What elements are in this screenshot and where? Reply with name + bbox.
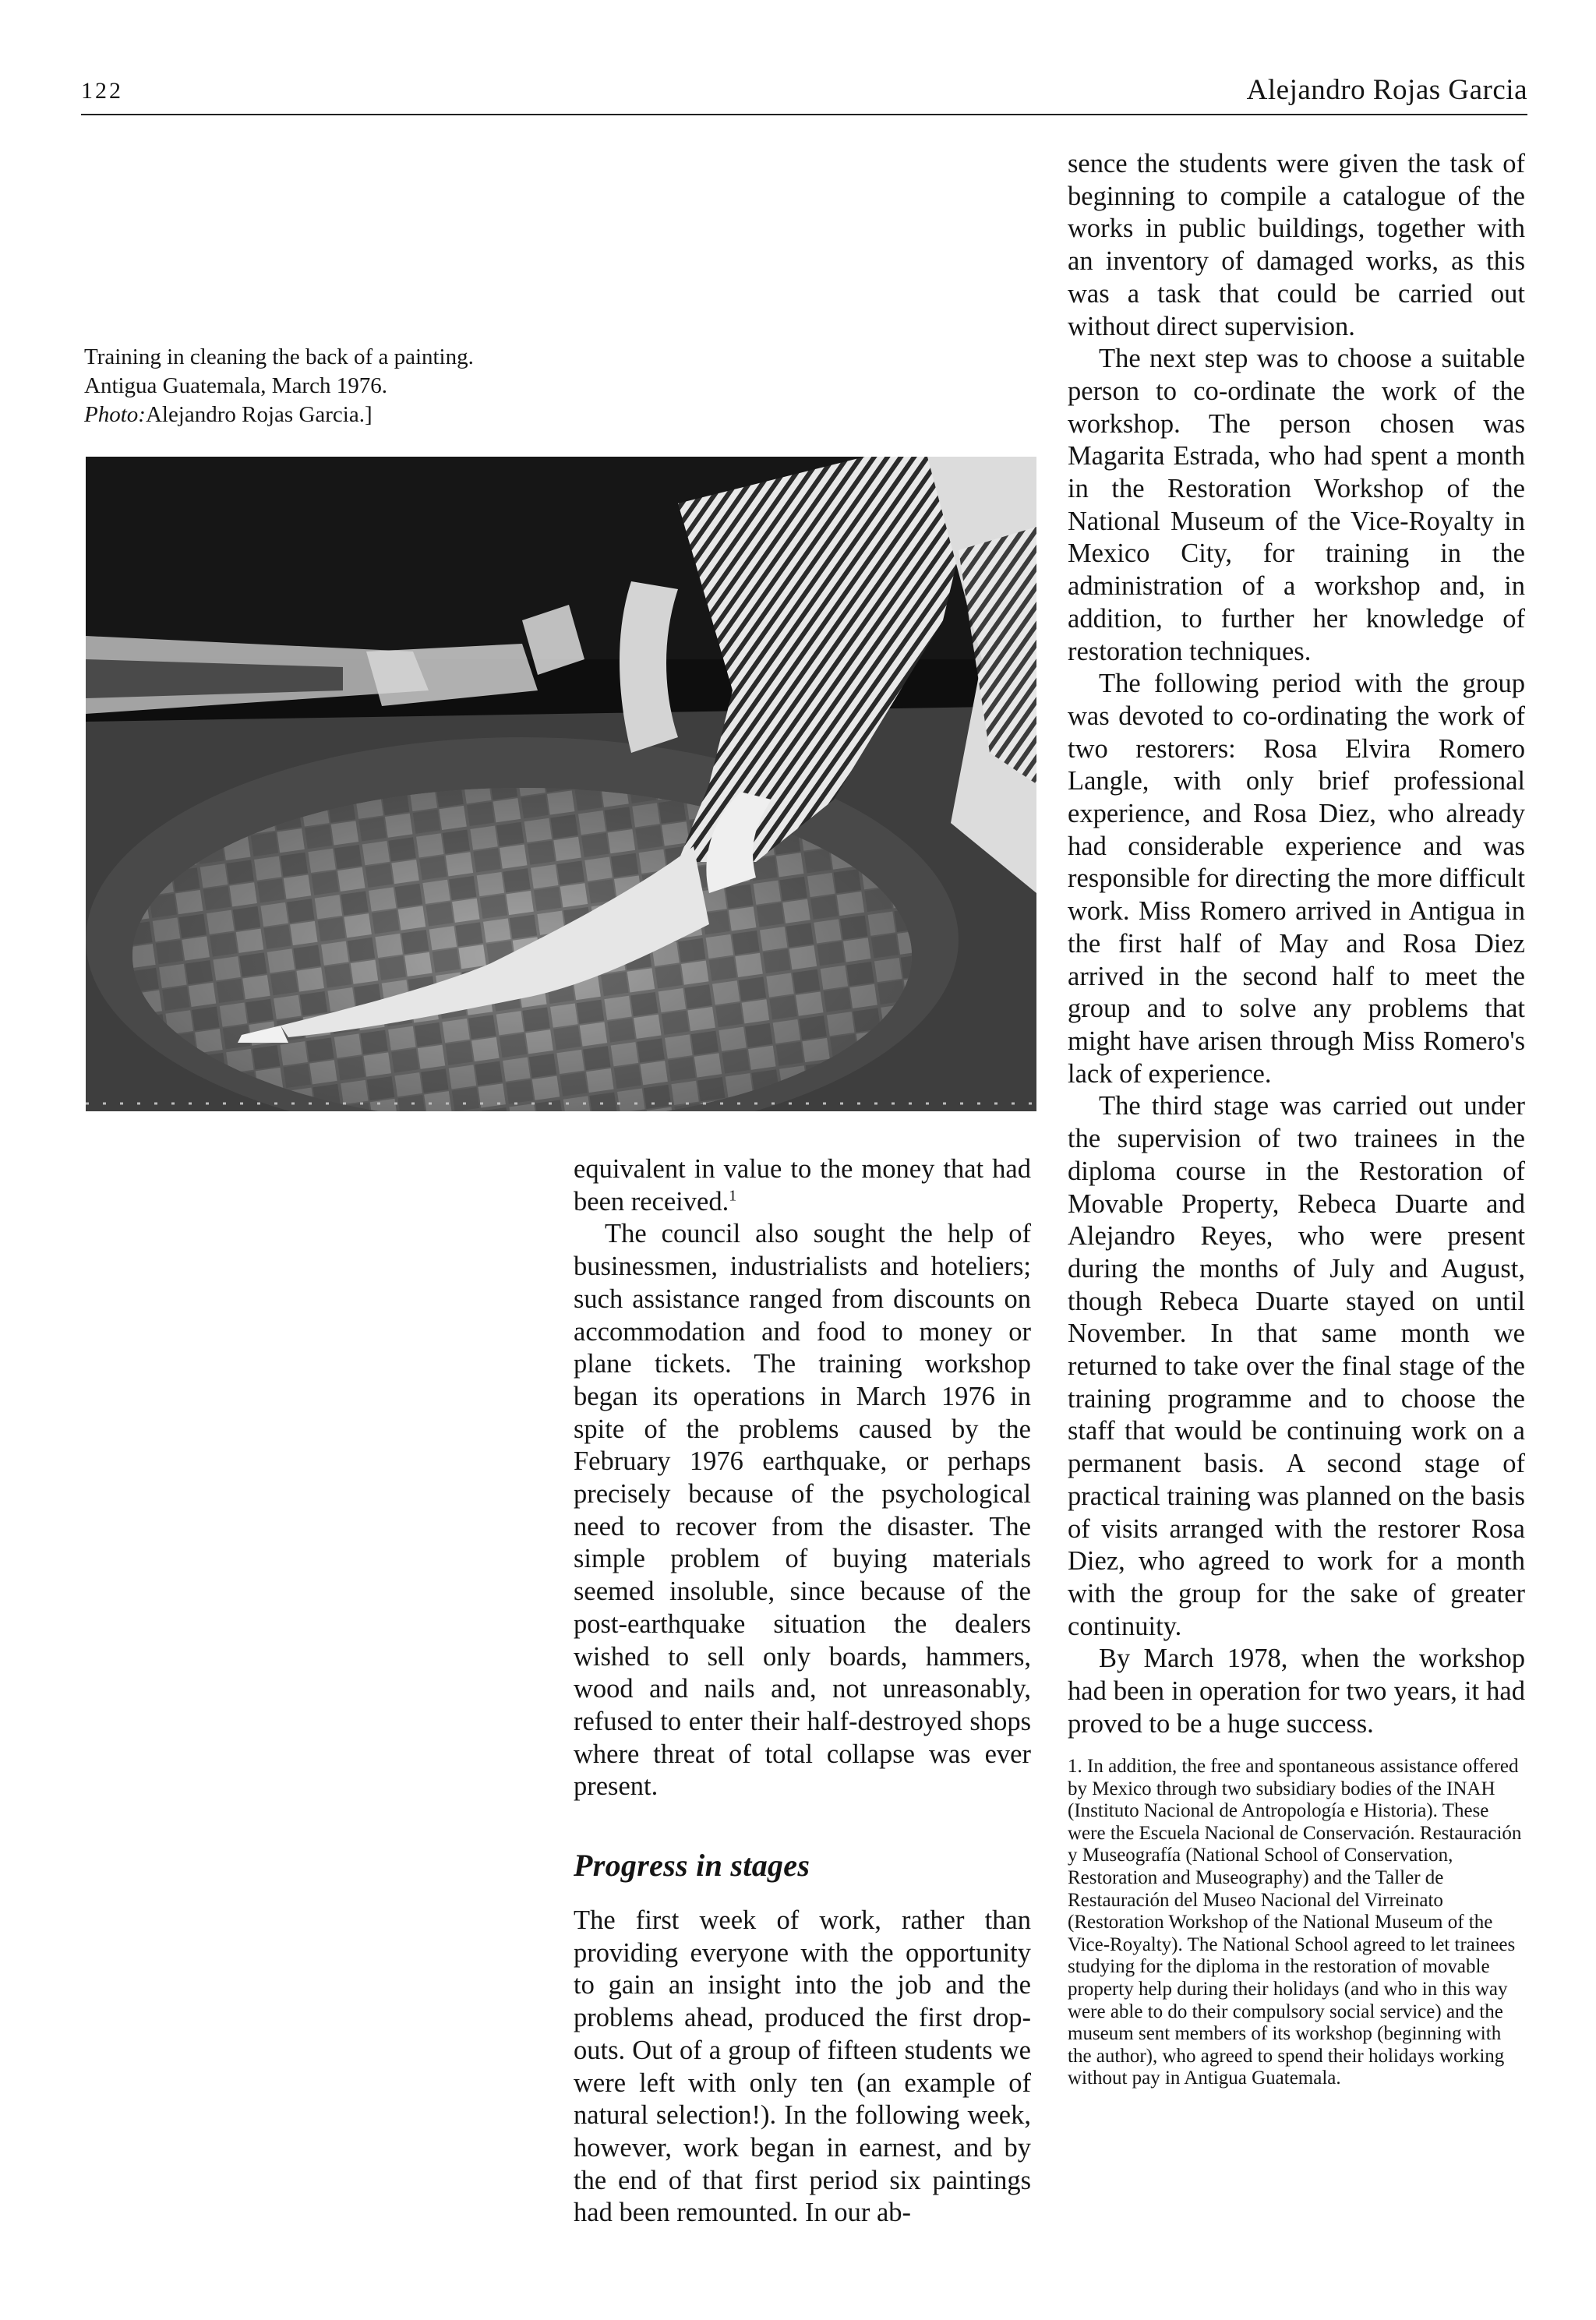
paragraph: The council also sought the help of businessmen, industrialists and hoteliers; such assistance ranged from discounts on accommodation and food to money or plane tickets. The training workshop began its operations in March 1976 in spite of the problems caused by the February 1976 earthquake, or perhaps precisely because of the psychological need to recover from the disaster. The simple problem of buying materials seemed insoluble, since because of the post-earthquake situation the dealers wished to sell only boards, hammers, wood and nails and, not unreasonably, refused to enter their half-destroyed shops where threat of total collapse was ever present.: [574, 1219, 1031, 1802]
paragraph: sence the students were given the task of beginning to compile a catalogue of the works in public buildings, together with an inventory of damaged works, as this was a task that could be carried out without direct supervision.: [1068, 149, 1525, 341]
running-head: Alejandro Rojas Garcia: [1246, 74, 1527, 106]
caption-credit: [84, 401, 552, 429]
caption-photo-credit: Alejandro Rojas Garcia.]: [145, 402, 373, 427]
footnote-text: 1. In addition, the free and spontaneous assistance offered by Mexico through two subsidiary bodies of the INAH (Instituto Nacional de Antropología e Historia). These were the Escuela Nacional de Conservación. Restauración y Museografía (National School of Conservation, Restoration and Museography) and the Taller de Restauración del Museo Nacional del Virreinato (Restoration Workshop of the National Museum of the Vice-Royalty). The National School agreed to let trainees studying for the diploma in the restoration of movable property help during their holidays (and who in this way were able to do their compulsory social service) and the museum sent members of its workshop (beginning with the author), who agreed to spend their holidays working without pay in Antigua Guatemala.: [1068, 1756, 1522, 2089]
page-header: [81, 73, 1527, 114]
page-number: 122: [81, 78, 123, 104]
paragraph: By March 1978, when the workshop had been in operation for two years, it had proved to be a huge success.: [1068, 1644, 1525, 1739]
footnote-reference: 1: [729, 1187, 737, 1205]
caption-line-2: Antigua Guatemala, March 1976.: [84, 373, 387, 398]
caption-photo-label: Photo:: [84, 402, 146, 427]
right-column: [1068, 148, 1525, 1740]
photo-caption: [84, 343, 552, 429]
footnote: [1068, 1756, 1524, 2090]
header-rule: [81, 114, 1527, 115]
paragraph: The following period with the group was devoted to co-ordinating the work of two restorers: Rosa Elvira Romero Langle, with only brief professional experience, and Rosa Diez, who already had considerable experience and was responsible for directing the more difficult work. Miss Romero arrived in Antigua in the first half of May and Rosa Diez arrived in the second half to meet the group and to solve any problems that might have arisen through Miss Romero's lack of experience.: [1068, 669, 1525, 1089]
paragraph: The next step was to choose a suitable person to co-ordinate the work of the workshop. The person chosen was Magarita Estrada, who had spent a month in the Restoration Workshop of the National Museum of the Vice-Royalty in Mexico City, for training in the administration of a workshop and, in addition, to further her knowledge of restoration techniques.: [1068, 344, 1525, 666]
paragraph: The first week of work, rather than providing everyone with the opportunity to gain an insight into the job and the problems ahead, produced the first drop-outs. Out of a group of fifteen students we were left with only ten (an example of natural selection!). In the following week, however, work began in earnest, and by the end of that first period six paintings had been remounted. In our ab-: [574, 1905, 1031, 2228]
middle-column: [574, 1153, 1031, 2230]
paragraph: The third stage was carried out under the supervision of two trainees in the diploma course in the Restoration of Movable Property, Rebeca Duarte and Alejandro Reyes, who were present during the months of July and August, though Rebeca Duarte stayed on until November. In that same month we returned to take over the final stage of the training programme and to choose the staff that would be continuing work on a permanent basis. A second stage of practical training was planned on the basis of visits arranged with the restorer Rosa Diez, who agreed to work for a month with the group for the sake of greater continuity.: [1068, 1091, 1525, 1641]
section-heading: Progress in stages: [574, 1848, 810, 1884]
paragraph: equivalent in value to the money that had been received.$^1$: [574, 1154, 1031, 1216]
caption-line-1: Training in cleaning the back of a painting.: [84, 344, 474, 369]
training-photo: [86, 457, 1036, 1111]
